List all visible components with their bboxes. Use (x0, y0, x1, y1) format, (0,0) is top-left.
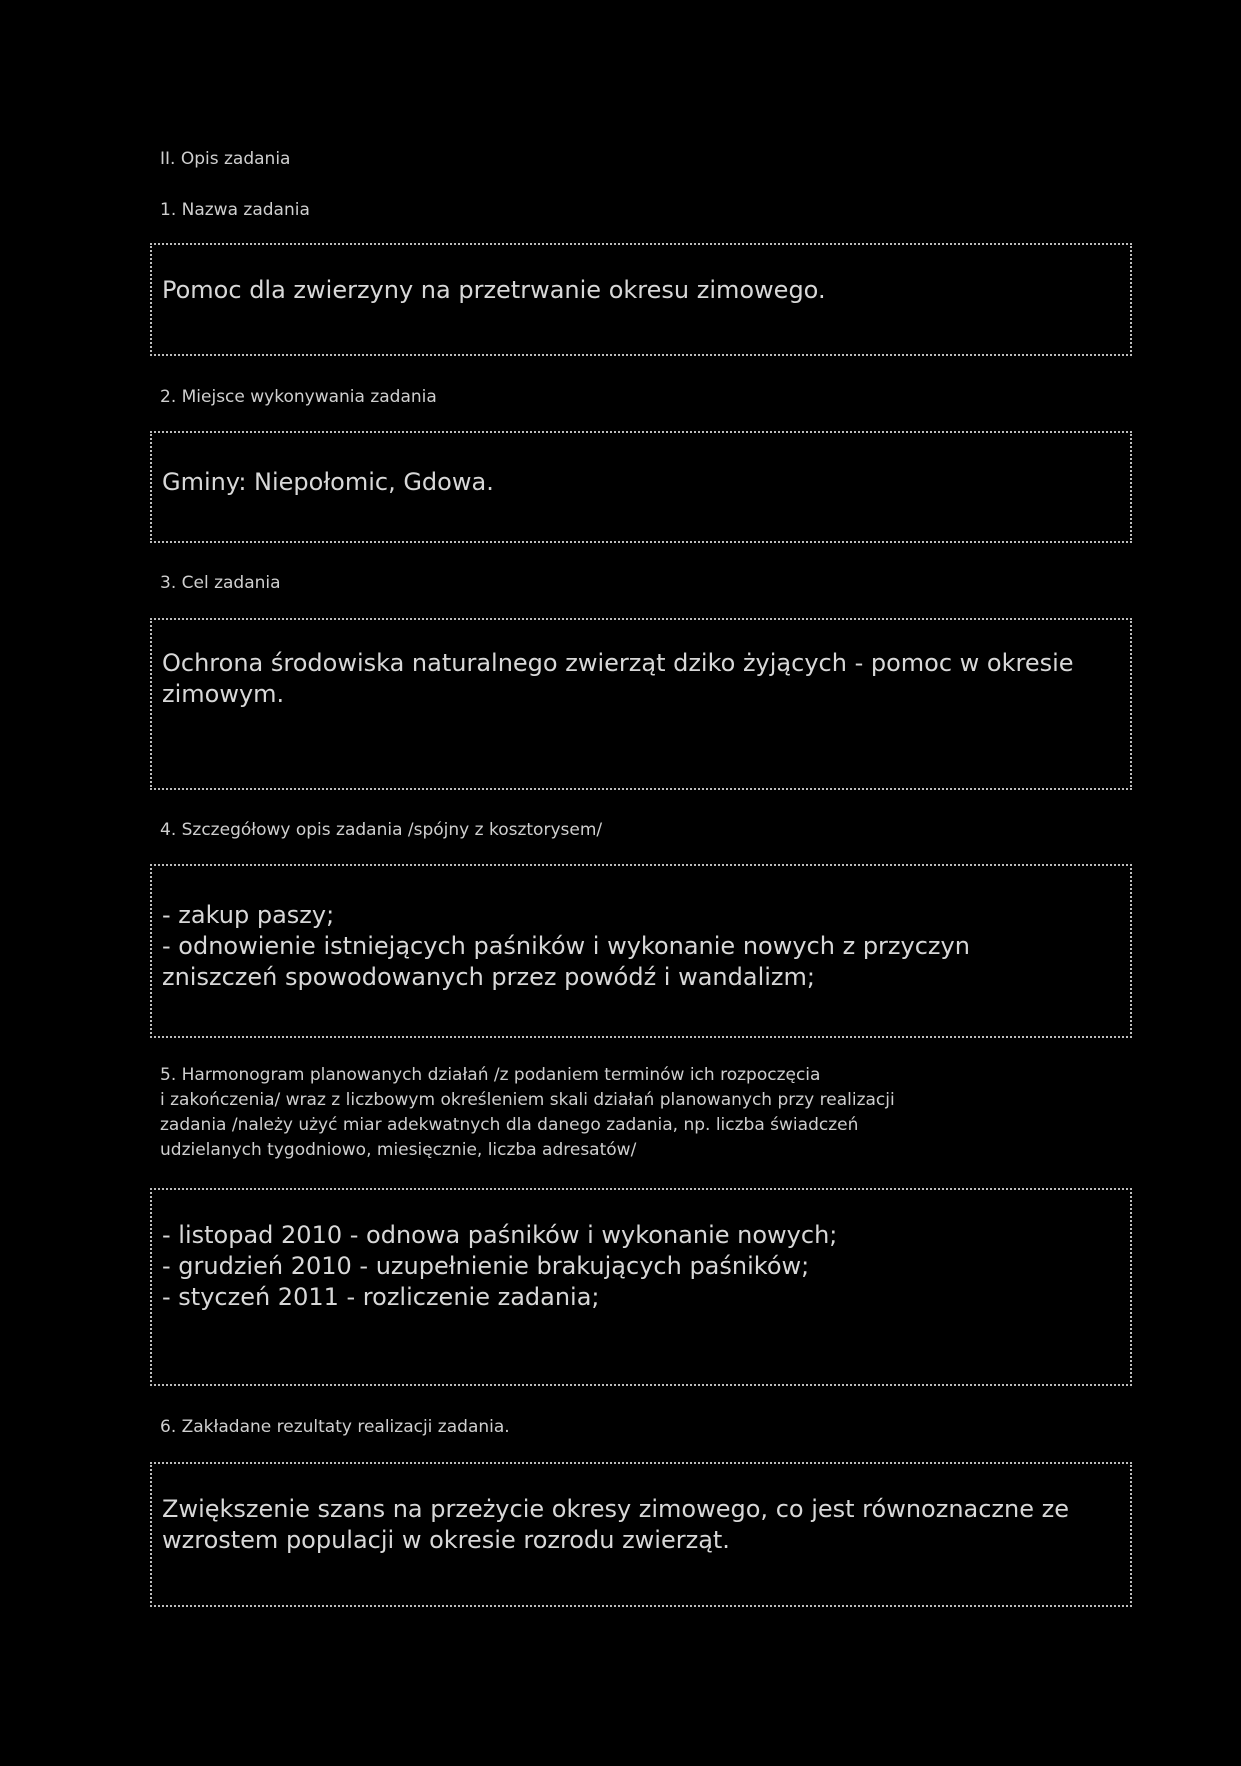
label-line: udzielanych tygodniowo, miesięcznie, liczba adresatów/ (160, 1140, 637, 1160)
text-line: zimowym. (162, 680, 285, 708)
text-line: - listopad 2010 - odnowa paśników i wykonanie nowych; (162, 1221, 838, 1249)
text-line: - odnowienie istniejących paśników i wykonanie nowych z przyczyn (162, 932, 970, 960)
text-line: - styczeń 2011 - rozliczenie zadania; (162, 1283, 600, 1311)
section-heading: II. Opis zadania (160, 149, 291, 169)
item-3-label: 3. Cel zadania (160, 573, 281, 593)
item-2-box (150, 431, 1132, 543)
item-6-text (162, 1494, 1118, 1556)
text-line: zniszczeń spowodowanych przez powódź i wandalizm; (162, 963, 815, 991)
item-3-text (162, 648, 1118, 710)
text-line: - zakup paszy; (162, 901, 335, 929)
text-line: - grudzień 2010 - uzupełnienie brakujących paśników; (162, 1252, 810, 1280)
item-5-label (160, 1063, 1110, 1163)
text-line: Gminy: Niepołomic, Gdowa. (162, 468, 494, 496)
item-1-text (162, 275, 1118, 306)
text-line: wzrostem populacji w okresie rozrodu zwierząt. (162, 1526, 730, 1554)
item-3-box (150, 618, 1132, 790)
item-5-text (162, 1220, 1118, 1313)
label-line: 5. Harmonogram planowanych działań /z podaniem terminów ich rozpoczęcia (160, 1065, 821, 1085)
label-line: i zakończenia/ wraz z liczbowym określeniem skali działań planowanych przy realizacji (160, 1090, 895, 1110)
text-line: Zwiększenie szans na przeżycie okresy zimowego, co jest równoznaczne ze (162, 1495, 1069, 1523)
item-2-label: 2. Miejsce wykonywania zadania (160, 387, 437, 407)
item-4-label: 4. Szczegółowy opis zadania /spójny z kosztorysem/ (160, 820, 603, 840)
item-1-box (150, 243, 1132, 356)
item-1-label: 1. Nazwa zadania (160, 200, 310, 220)
item-6-label: 6. Zakładane rezultaty realizacji zadania. (160, 1417, 510, 1437)
item-2-text (162, 467, 1118, 498)
text-line: Ochrona środowiska naturalnego zwierząt dziko żyjących - pomoc w okresie (162, 649, 1074, 677)
item-6-box (150, 1462, 1132, 1607)
item-5-box (150, 1188, 1132, 1386)
label-line: zadania /należy użyć miar adekwatnych dla danego zadania, np. liczba świadczeń (160, 1115, 859, 1135)
item-4-text (162, 900, 1118, 993)
text-line: Pomoc dla zwierzyny na przetrwanie okresu zimowego. (162, 276, 826, 304)
item-4-box (150, 864, 1132, 1038)
